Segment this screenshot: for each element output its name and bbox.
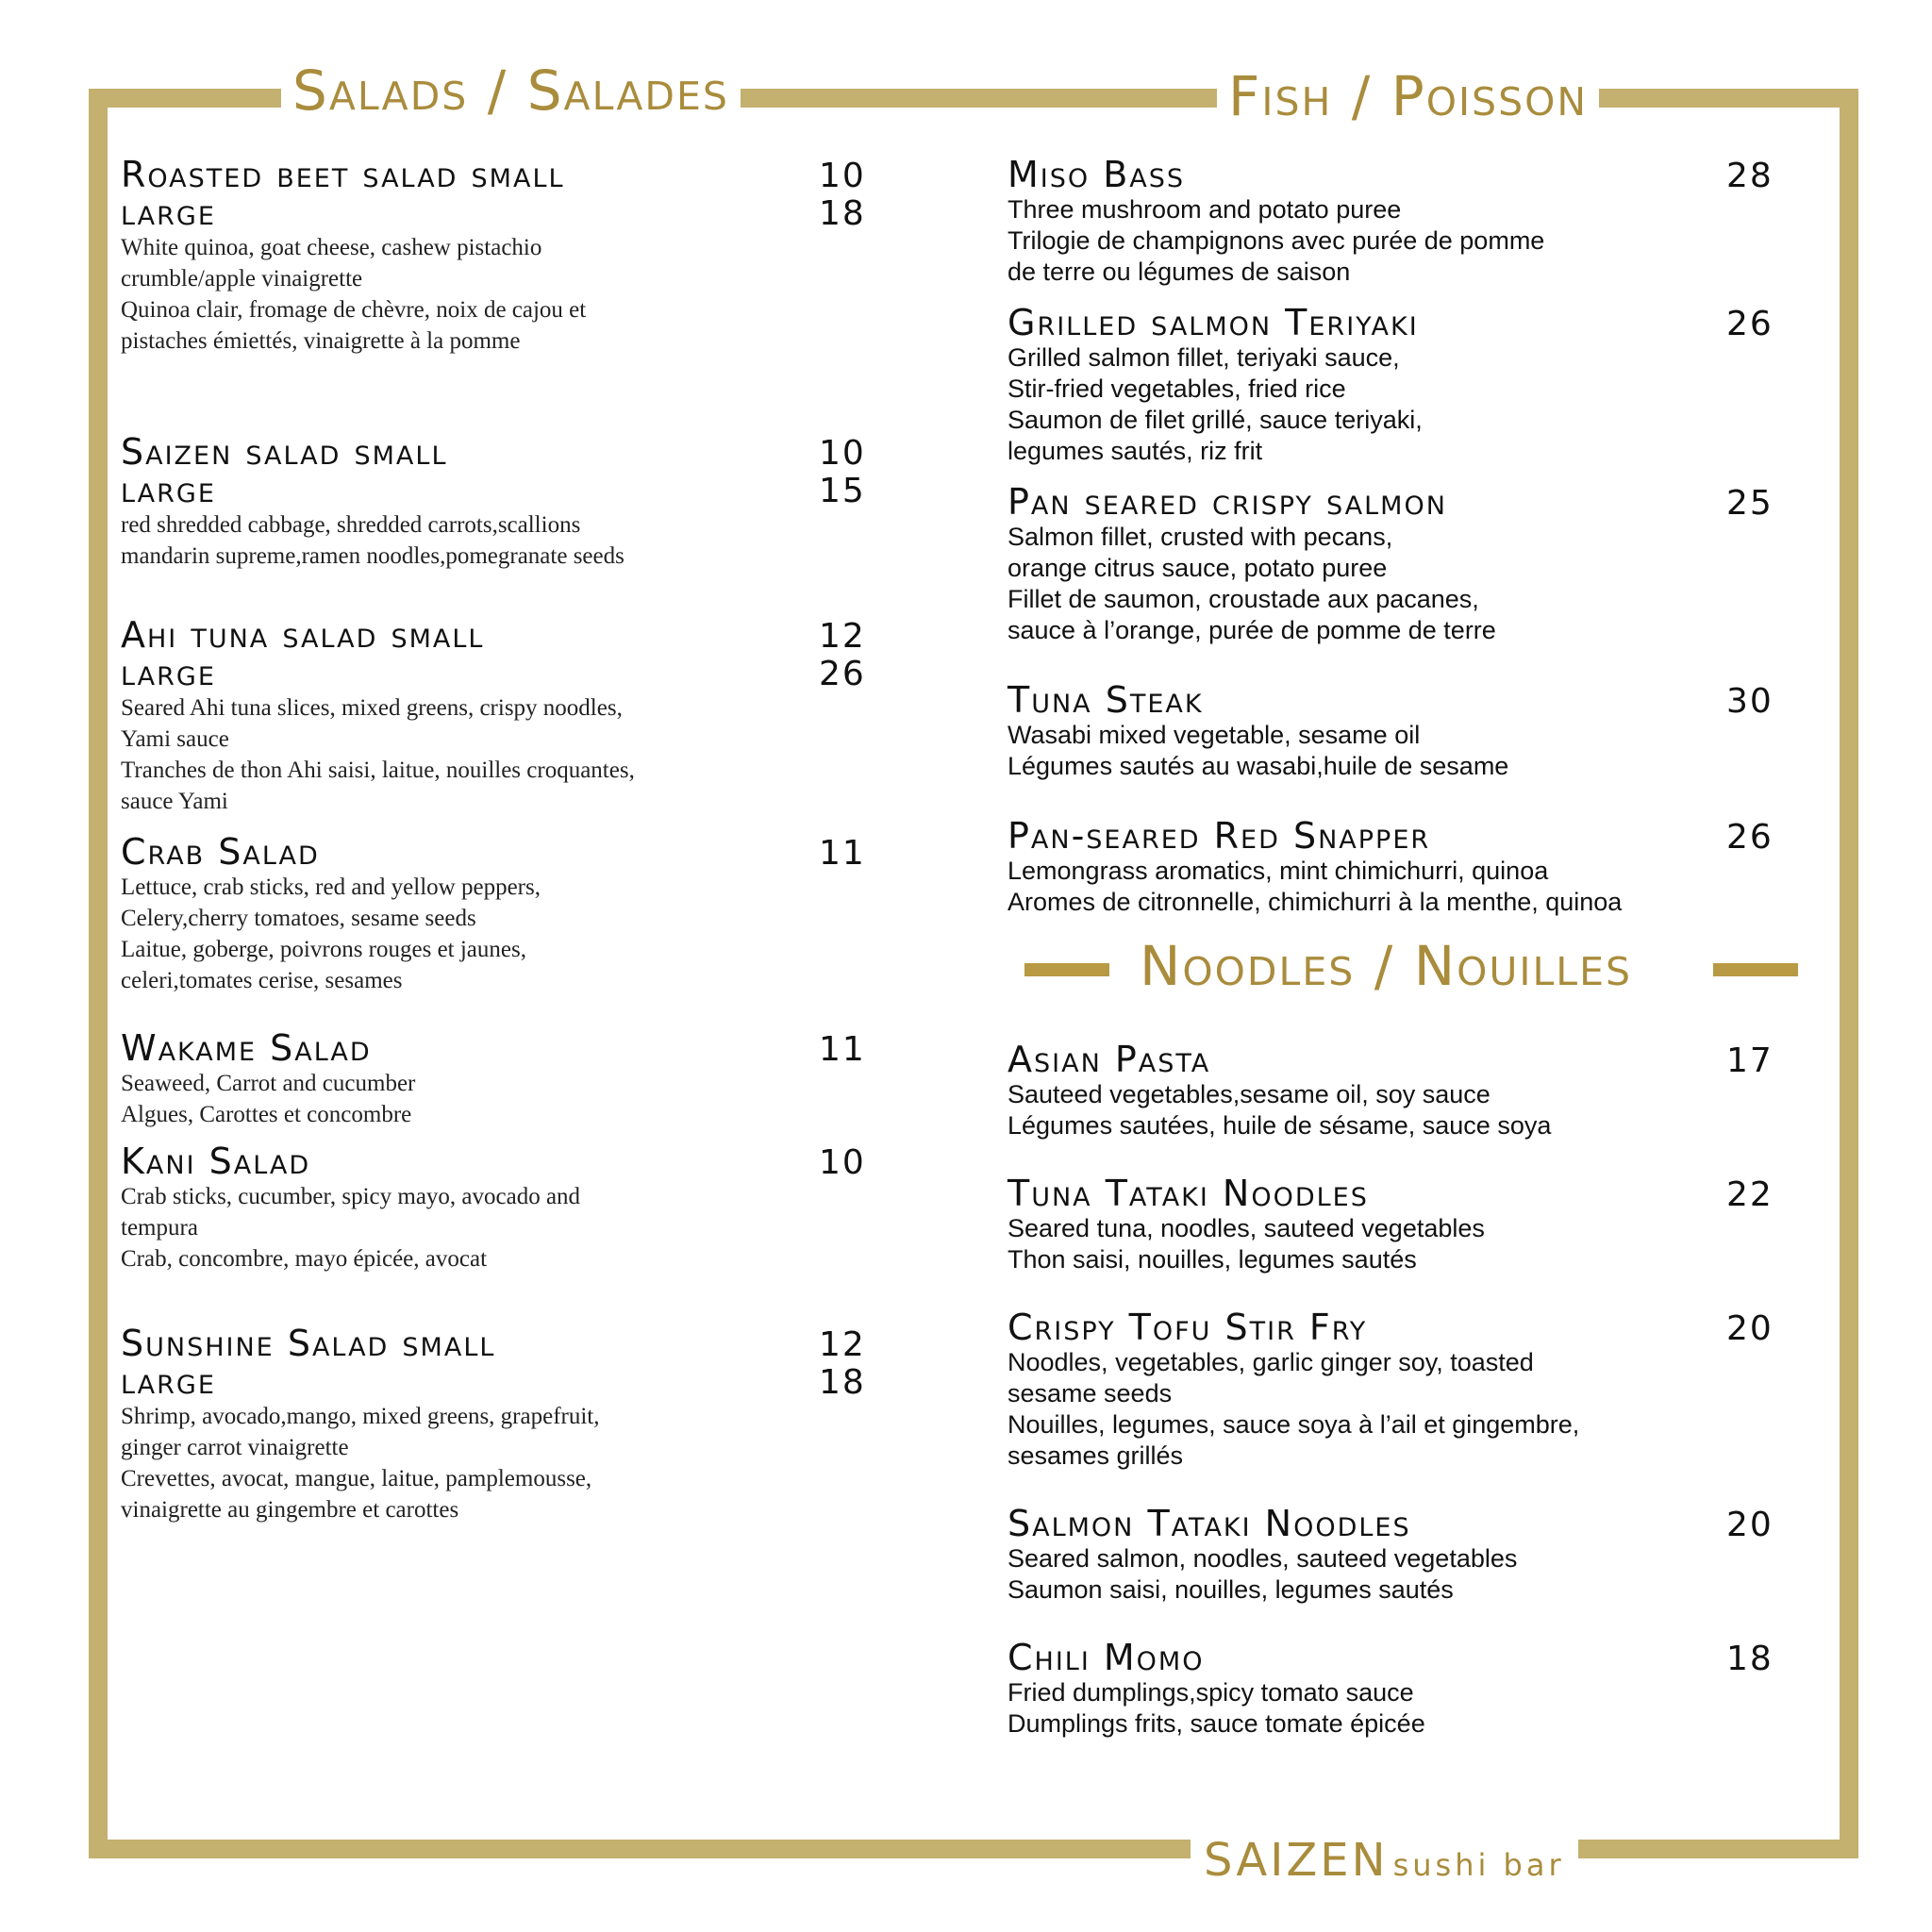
item-header [121, 1143, 894, 1181]
item-description [1008, 1213, 1787, 1275]
brand-tagline: sushi bar [1392, 1847, 1565, 1883]
item-name: Wakame Salad [121, 1027, 372, 1069]
item-description [121, 509, 894, 572]
description-line: Tranches de thon Ahi saisi, laitue, nouilles croquantes, [121, 758, 635, 783]
description-line: Crab, concombre, mayo épicée, avocat [121, 1246, 488, 1272]
menu-item-asian-pasta [1008, 1041, 1787, 1141]
item-name: Miso Bass [1008, 154, 1186, 195]
item-header [1008, 1041, 1787, 1079]
item-description [121, 1181, 894, 1274]
description-line: mandarin supreme,ramen noodles,pomegranate seeds [121, 543, 625, 569]
salads-section-title: Salads / Salades [281, 62, 741, 119]
description-line: Noodles, vegetables, garlic ginger soy, toasted [1008, 1348, 1534, 1376]
item-name: Sunshine Salad small [121, 1323, 496, 1364]
item-description [1008, 522, 1787, 646]
description-line: sesame seeds [1008, 1379, 1173, 1407]
item-price: 10 [819, 1143, 866, 1182]
item-header [1008, 302, 1787, 343]
description-line: Seared salmon, noodles, sauteed vegetables [1008, 1544, 1518, 1573]
item-price: 10 [819, 157, 866, 195]
item-name: Kani Salad [121, 1141, 311, 1182]
description-line: orange citrus sauce, potato puree [1008, 554, 1388, 582]
description-line: Crevettes, avocat, mangue, laitue, pamplemousse, [121, 1466, 592, 1491]
item-name: large [121, 192, 216, 233]
item-header [1008, 1503, 1787, 1544]
description-line: Sauteed vegetables,sesame oil, soy sauce [1008, 1080, 1491, 1108]
item-name: Tuna Steak [1008, 679, 1204, 721]
item-header [121, 431, 894, 473]
fish-section-title: Fish / Poisson [1217, 68, 1599, 125]
brand-name: SAIZEN [1204, 1834, 1389, 1887]
menu-item-crispy-tofu-stir-fry [1008, 1309, 1787, 1472]
item-description [1008, 1677, 1787, 1740]
item-description [121, 232, 894, 357]
menu-item-chili-momo [1008, 1637, 1787, 1740]
noodles-section-title: Noodles / Nouilles [1128, 938, 1643, 994]
item-description [121, 1068, 894, 1130]
item-name: Pan seared crispy salmon [1008, 481, 1447, 523]
item-name: Tuna Tataki Noodles [1008, 1173, 1369, 1214]
description-line: Yami sauce [121, 726, 229, 752]
menu-item-pan-seared-red-snapper [1008, 815, 1787, 918]
menu-item-miso-bass [1008, 154, 1787, 288]
menu-item-sunshine-salad-small [121, 1325, 894, 1525]
description-line: Lettuce, crab sticks, red and yellow peppers, [121, 874, 541, 900]
brand-logo [1191, 1834, 1578, 1887]
menu-item-tuna-steak [1008, 679, 1787, 782]
description-line: sesames grillés [1008, 1441, 1184, 1470]
menu-item-crab-salad [121, 831, 894, 996]
item-price: 22 [1726, 1175, 1774, 1214]
description-line: sauce Yami [121, 789, 228, 814]
item-description [121, 872, 894, 996]
item-size-header [121, 194, 894, 232]
description-line: Wasabi mixed vegetable, sesame oil [1008, 721, 1421, 749]
item-name: large [121, 652, 216, 693]
item-price: 26 [1726, 305, 1774, 343]
item-name: Saizen salad small [121, 431, 448, 473]
description-line: Salmon fillet, crusted with pecans, [1008, 523, 1393, 551]
item-description [1008, 194, 1787, 288]
item-size-header [121, 469, 894, 510]
item-name: Roasted beet salad small [121, 154, 565, 195]
description-line: Fillet de saumon, croustade aux pacanes, [1008, 585, 1479, 613]
item-price: 20 [1726, 1309, 1774, 1348]
menu-item-salmon-tataki-noodles [1008, 1503, 1787, 1606]
menu-item-roasted-beet-salad-small [121, 154, 894, 357]
description-line: ginger carrot vinaigrette [121, 1435, 349, 1460]
item-price: 11 [819, 834, 866, 873]
description-line: de terre ou légumes de saison [1008, 258, 1351, 286]
item-name: Grilled salmon Teriyaki [1008, 302, 1419, 343]
item-name: Crab Salad [121, 831, 320, 873]
item-size-header [121, 1360, 894, 1402]
menu-item-grilled-salmon-teriyaki [1008, 302, 1787, 467]
description-line: Aromes de citronnelle, chimichurri à la menthe, quinoa [1008, 888, 1623, 916]
item-header [1008, 481, 1787, 523]
noodles-list [1008, 1041, 1787, 1740]
item-header [1008, 1637, 1787, 1678]
item-description [1008, 720, 1787, 782]
item-name: large [121, 469, 216, 510]
description-line: Shrimp, avocado,mango, mixed greens, grapefruit, [121, 1404, 600, 1429]
description-line: Lemongrass aromatics, mint chimichurri, quinoa [1008, 857, 1549, 885]
salads-list [121, 154, 894, 1525]
item-price: 12 [819, 1325, 866, 1364]
item-description [121, 692, 894, 817]
description-line: Laitue, goberge, poivrons rouges et jaunes, [121, 937, 526, 962]
description-line: Légumes sautés au wasabi,huile de sesame [1008, 752, 1509, 780]
item-price: 18 [1726, 1640, 1774, 1678]
item-price: 26 [1726, 818, 1774, 857]
description-line: Stir-fried vegetables, fried rice [1008, 375, 1346, 403]
item-description [1008, 1079, 1787, 1141]
item-name: Ahi tuna salad small [121, 614, 485, 656]
item-description [1008, 342, 1787, 467]
description-line: pistaches émiettés, vinaigrette à la pomme [121, 328, 521, 354]
item-size-header [121, 652, 894, 693]
item-name: Asian Pasta [1008, 1039, 1211, 1080]
item-price: 10 [819, 434, 866, 473]
description-line: Seared tuna, noodles, sauteed vegetables [1008, 1214, 1485, 1242]
item-header [121, 831, 894, 873]
item-description [121, 1401, 894, 1525]
description-line: White quinoa, goat cheese, cashew pistachio [121, 235, 542, 260]
description-line: Thon saisi, nouilles, legumes sautés [1008, 1245, 1417, 1274]
description-line: sauce à l’orange, purée de pomme de terre [1008, 616, 1496, 644]
description-line: red shredded cabbage, shredded carrots,scallions [121, 512, 581, 538]
item-name: Chili Momo [1008, 1637, 1205, 1678]
item-header [121, 1325, 894, 1363]
noodles-title-rule-right [1713, 963, 1798, 976]
menu-item-wakame-salad [121, 1027, 894, 1130]
item-price: 18 [819, 194, 866, 233]
description-line: Seaweed, Carrot and cucumber [121, 1071, 416, 1096]
item-price: 26 [819, 655, 866, 693]
noodles-title-rule-left [1024, 963, 1109, 976]
item-name: Pan-seared Red Snapper [1008, 815, 1431, 857]
menu-item-saizen-salad-small [121, 431, 894, 572]
description-line: celeri,tomates cerise, sesames [121, 968, 403, 993]
item-header [1008, 1309, 1787, 1347]
item-price: 18 [819, 1363, 866, 1402]
menu-item-ahi-tuna-salad-small [121, 614, 894, 817]
description-line: Quinoa clair, fromage de chèvre, noix de cajou et [121, 297, 587, 323]
description-line: legumes sautés, riz frit [1008, 437, 1263, 465]
item-price: 17 [1726, 1041, 1774, 1080]
item-name: large [121, 1360, 216, 1402]
item-price: 25 [1726, 484, 1774, 523]
item-price: 30 [1726, 682, 1774, 721]
item-price: 11 [819, 1030, 866, 1069]
item-price: 28 [1726, 157, 1774, 195]
fish-list [1008, 154, 1787, 918]
item-header [121, 614, 894, 656]
description-line: tempura [121, 1215, 198, 1241]
item-header [121, 1027, 894, 1069]
item-header [1008, 1175, 1787, 1213]
item-name: Salmon Tataki Noodles [1008, 1503, 1411, 1544]
description-line: Saumon de filet grillé, sauce teriyaki, [1008, 406, 1423, 434]
item-header [121, 154, 894, 195]
item-price: 15 [819, 472, 866, 510]
description-line: Algues, Carottes et concombre [121, 1102, 412, 1127]
description-line: Crab sticks, cucumber, spicy mayo, avocado and [121, 1184, 581, 1209]
description-line: Trilogie de champignons avec purée de pomme [1008, 226, 1545, 255]
item-price: 20 [1726, 1506, 1774, 1544]
description-line: Dumplings frits, sauce tomate épicée [1008, 1709, 1425, 1738]
description-line: Saumon saisi, nouilles, legumes sautés [1008, 1575, 1454, 1604]
item-description [1008, 1543, 1787, 1606]
item-price: 12 [819, 617, 866, 656]
description-line: vinaigrette au gingembre et carottes [121, 1497, 459, 1523]
description-line: crumble/apple vinaigrette [121, 266, 363, 291]
menu-item-kani-salad [121, 1143, 894, 1274]
description-line: Celery,cherry tomatoes, sesame seeds [121, 906, 476, 931]
item-header [1008, 679, 1787, 721]
item-description [1008, 1347, 1787, 1472]
item-header [1008, 815, 1787, 857]
item-header [1008, 154, 1787, 195]
description-line: Légumes sautées, huile de sésame, sauce soya [1008, 1111, 1552, 1140]
item-name: Crispy Tofu Stir Fry [1008, 1307, 1368, 1348]
description-line: Seared Ahi tuna slices, mixed greens, crispy noodles, [121, 695, 623, 721]
description-line: Grilled salmon fillet, teriyaki sauce, [1008, 343, 1400, 372]
description-line: Nouilles, legumes, sauce soya à l’ail et gingembre, [1008, 1410, 1580, 1439]
menu-item-tuna-tataki-noodles [1008, 1175, 1787, 1275]
description-line: Three mushroom and potato puree [1008, 195, 1402, 224]
menu-item-pan-seared-crispy-salmon [1008, 481, 1787, 646]
description-line: Fried dumplings,spicy tomato sauce [1008, 1678, 1414, 1707]
item-description [1008, 856, 1787, 918]
